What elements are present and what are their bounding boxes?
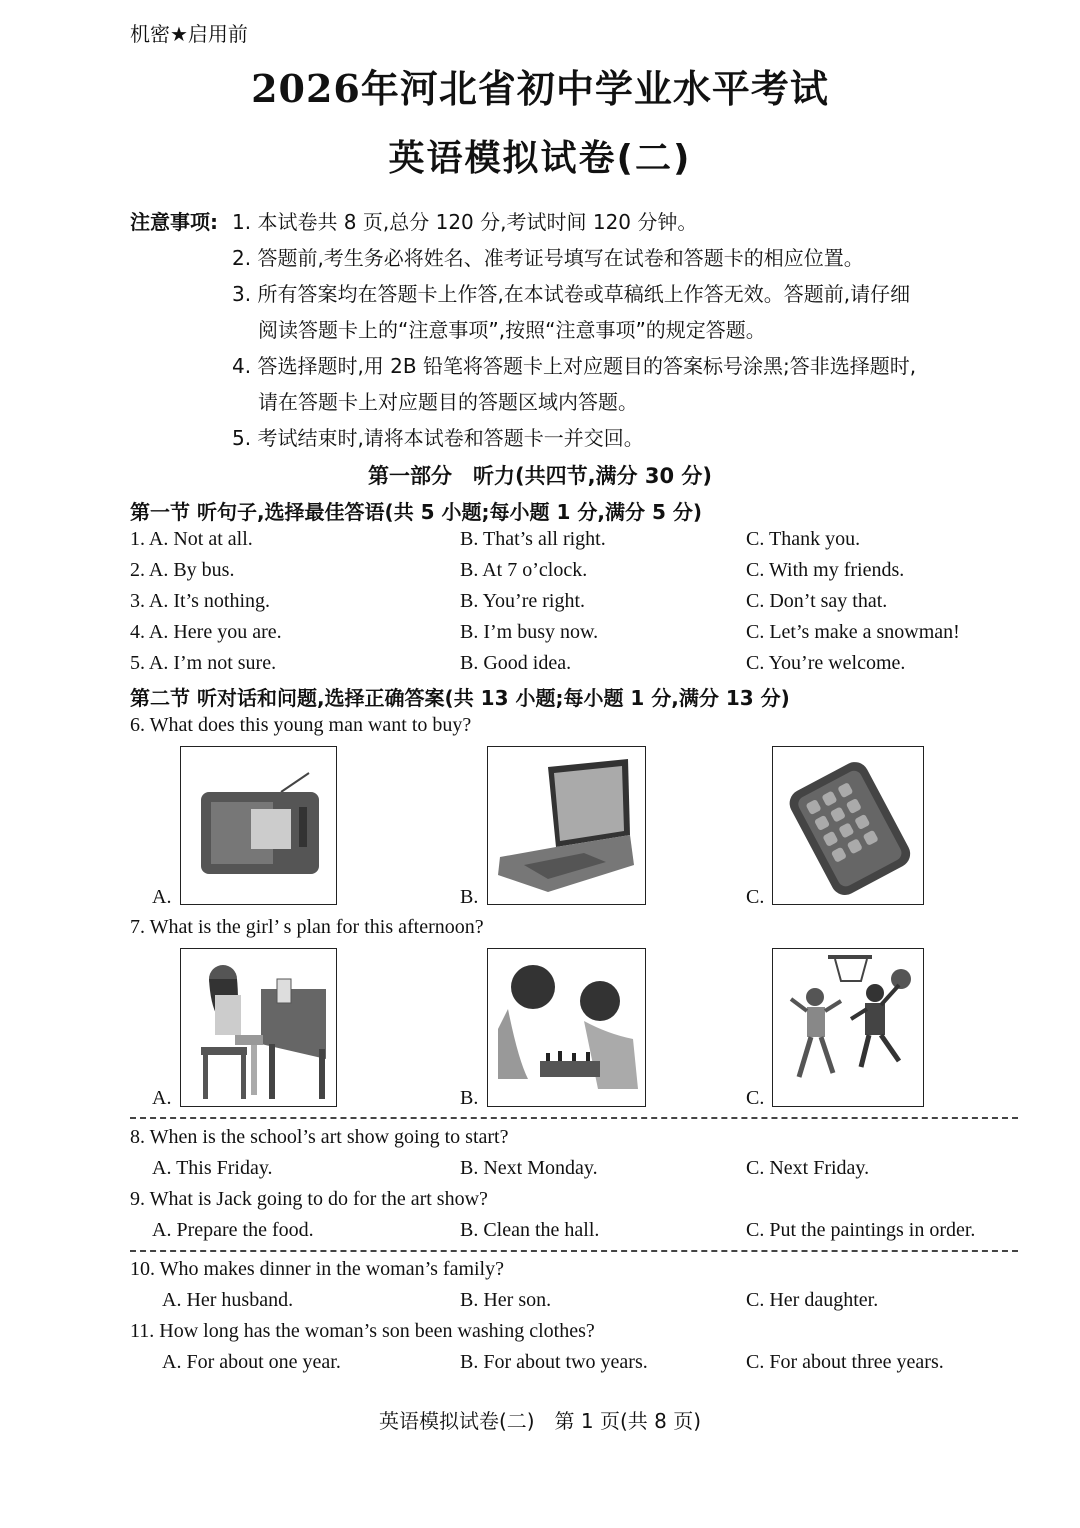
laptop-image: [487, 746, 646, 905]
q5-option-a: 5. A. I’m not sure.: [130, 652, 277, 674]
dashed-divider: [130, 1250, 1018, 1252]
q2-option-c: C. With my friends.: [746, 559, 905, 581]
q7-label-c: C.: [746, 1087, 765, 1109]
note-item: 1. 本试卷共 8 页,总分 120 分,考试时间 120 分钟。: [232, 210, 698, 234]
q11-text: 11. How long has the woman’s son been washing clothes?: [130, 1320, 595, 1342]
note-item: 2. 答题前,考生务必将姓名、准考证号填写在试卷和答题卡的相应位置。: [232, 246, 864, 270]
q6-label-b: B.: [460, 886, 479, 908]
radio-image: [180, 746, 337, 905]
notes-label: 注意事项:: [130, 210, 218, 234]
q6-label-c: C.: [746, 886, 765, 908]
q8-option-b: B. Next Monday.: [460, 1157, 598, 1179]
q9-text: 9. What is Jack going to do for the art show?: [130, 1188, 488, 1210]
q4-option-c: C. Let’s make a snowman!: [746, 621, 960, 643]
q1-option-a: 1. A. Not at all.: [130, 528, 253, 550]
q10-text: 10. Who makes dinner in the woman’s family?: [130, 1258, 504, 1280]
q7-label-b: B.: [460, 1087, 479, 1109]
q9-option-a: A. Prepare the food.: [152, 1219, 314, 1241]
q8-text: 8. When is the school’s art show going to start?: [130, 1126, 509, 1148]
section1-title: 第一节 听句子,选择最佳答语(共 5 小题;每小题 1 分,满分 5 分): [130, 500, 702, 524]
q1-option-c: C. Thank you.: [746, 528, 861, 550]
q2-option-a: 2. A. By bus.: [130, 559, 235, 581]
q11-option-c: C. For about three years.: [746, 1351, 944, 1373]
q4-option-a: 4. A. Here you are.: [130, 621, 282, 643]
q2-option-b: B. At 7 o’clock.: [460, 559, 588, 581]
q9-option-c: C. Put the paintings in order.: [746, 1219, 976, 1241]
q5-option-c: C. You’re welcome.: [746, 652, 906, 674]
exam-subtitle: 英语模拟试卷(二): [388, 138, 692, 179]
q11-option-b: B. For about two years.: [460, 1351, 648, 1373]
q7-text: 7. What is the girl’ s plan for this afternoon?: [130, 916, 484, 938]
note-item: 请在答题卡上对应题目的答题区域内答题。: [258, 390, 638, 414]
confidential-mark: 机密★启用前: [130, 22, 248, 46]
phone-image: [772, 746, 924, 905]
q3-option-a: 3. A. It’s nothing.: [130, 590, 271, 612]
page-footer: 英语模拟试卷(二) 第 1 页(共 8 页): [378, 1409, 702, 1433]
q3-option-c: C. Don’t say that.: [746, 590, 888, 612]
dashed-divider: [130, 1117, 1018, 1119]
q8-option-a: A. This Friday.: [152, 1157, 273, 1179]
chess-image: [487, 948, 646, 1107]
q1-option-b: B. That’s all right.: [460, 528, 606, 550]
note-item: 5. 考试结束时,请将本试卷和答题卡一并交回。: [232, 426, 644, 450]
q6-text: 6. What does this young man want to buy?: [130, 714, 472, 736]
q9-option-b: B. Clean the hall.: [460, 1219, 600, 1241]
q11-option-a: A. For about one year.: [162, 1351, 341, 1373]
q5-option-b: B. Good idea.: [460, 652, 572, 674]
q10-option-b: B. Her son.: [460, 1289, 552, 1311]
q6-label-a: A.: [152, 886, 172, 908]
q10-option-c: C. Her daughter.: [746, 1289, 879, 1311]
q10-option-a: A. Her husband.: [162, 1289, 294, 1311]
note-item: 阅读答题卡上的“注意事项”,按照“注意事项”的规定答题。: [258, 318, 766, 342]
basketball-image: [772, 948, 924, 1107]
part1-title: 第一部分 听力(共四节,满分 30 分): [367, 464, 713, 488]
q8-option-c: C. Next Friday.: [746, 1157, 870, 1179]
note-item: 4. 答选择题时,用 2B 铅笔将答题卡上对应题目的答案标号涂黑;答非选择题时,: [232, 354, 917, 378]
q4-option-b: B. I’m busy now.: [460, 621, 599, 643]
exam-title: 2026年河北省初中学业水平考试: [251, 66, 829, 111]
q3-option-b: B. You’re right.: [460, 590, 586, 612]
piano-girl-image: [180, 948, 337, 1107]
note-item: 3. 所有答案均在答题卡上作答,在本试卷或草稿纸上作答无效。答题前,请仔细: [232, 282, 911, 306]
q7-label-a: A.: [152, 1087, 172, 1109]
section2-title: 第二节 听对话和问题,选择正确答案(共 13 小题;每小题 1 分,满分 13 分): [130, 686, 790, 710]
